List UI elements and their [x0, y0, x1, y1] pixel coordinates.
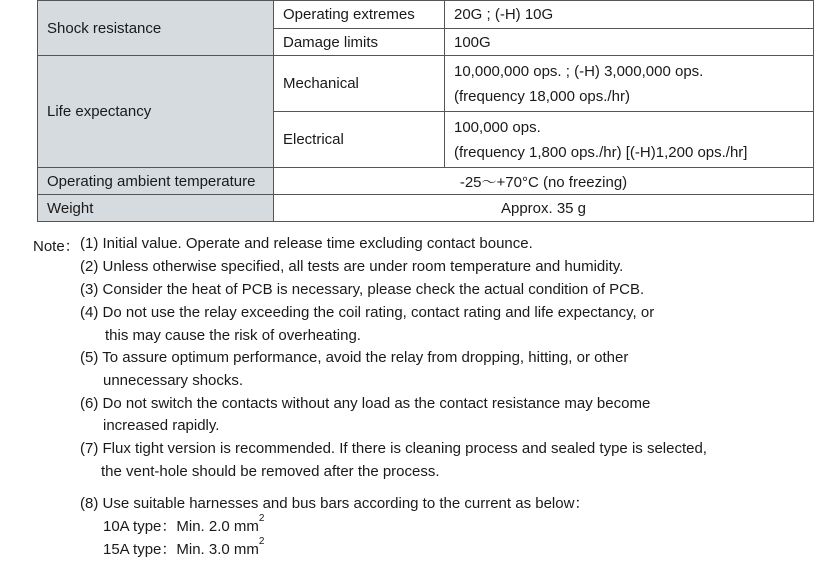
operating-extremes-label: Operating extremes — [273, 0, 445, 29]
note-4-line2: this may cause the risk of overheating. — [105, 327, 361, 344]
note-4-line1: (4) Do not use the relay exceeding the coil rating, contact rating and life expectancy, or — [80, 304, 655, 321]
note-2: (2) Unless otherwise specified, all tests are under room temperature and humidity. — [80, 258, 624, 275]
note-1: (1) Initial value. Operate and release time excluding contact bounce. — [80, 235, 533, 252]
mechanical-label: Mechanical — [273, 55, 445, 112]
mechanical-ops: 10,000,000 ops. ; (-H) 3,000,000 ops. — [454, 62, 704, 80]
ambient-temperature-value: -25～+70°C (no freezing) — [273, 167, 814, 195]
note-prefix: Note： — [33, 238, 80, 255]
damage-limits-value: 100G — [444, 28, 814, 56]
note-6-line1: (6) Do not switch the contacts without any load as the contact resistance may become — [80, 395, 651, 412]
electrical-ops: 100,000 ops. — [454, 118, 541, 136]
note-5-line1: (5) To assure optimum performance, avoid the relay from dropping, hitting, or other — [80, 349, 629, 366]
note-6-line2: increased rapidly. — [103, 417, 220, 434]
note-3: (3) Consider the heat of PCB is necessary, please check the actual condition of PCB. — [80, 281, 645, 298]
note-8: (8) Use suitable harnesses and bus bars according to the current as below： — [80, 495, 590, 512]
damage-limits-label: Damage limits — [273, 28, 445, 56]
mechanical-frequency: (frequency 18,000 ops./hr) — [454, 87, 630, 105]
note-5-line2: unnecessary shocks. — [103, 372, 244, 389]
electrical-value — [444, 111, 814, 168]
life-expectancy-label: Life expectancy — [37, 55, 274, 168]
harness-10a — [103, 515, 264, 536]
squared-superscript: 2 — [258, 513, 265, 524]
ambient-temperature-label: Operating ambient temperature — [37, 167, 274, 195]
harness-10a-text: 10A type：Min. 2.0 mm — [103, 518, 259, 535]
harness-15a — [103, 538, 264, 559]
harness-15a-text: 15A type：Min. 3.0 mm — [103, 541, 259, 558]
shock-resistance-label: Shock resistance — [37, 0, 274, 56]
weight-label: Weight — [37, 194, 274, 222]
operating-extremes-value: 20G ; (-H) 10G — [444, 0, 814, 29]
spec-table — [37, 0, 814, 222]
electrical-frequency: (frequency 1,800 ops./hr) [(-H)1,200 ops./hr] — [454, 143, 748, 161]
squared-superscript: 2 — [258, 536, 265, 547]
note-7-line1: (7) Flux tight version is recommended. If there is cleaning process and sealed type is selected, — [80, 440, 707, 457]
electrical-label: Electrical — [273, 111, 445, 168]
note-7-line2: the vent-hole should be removed after the process. — [101, 463, 440, 480]
weight-value: Approx. 35 g — [273, 194, 814, 222]
mechanical-value — [444, 55, 814, 112]
